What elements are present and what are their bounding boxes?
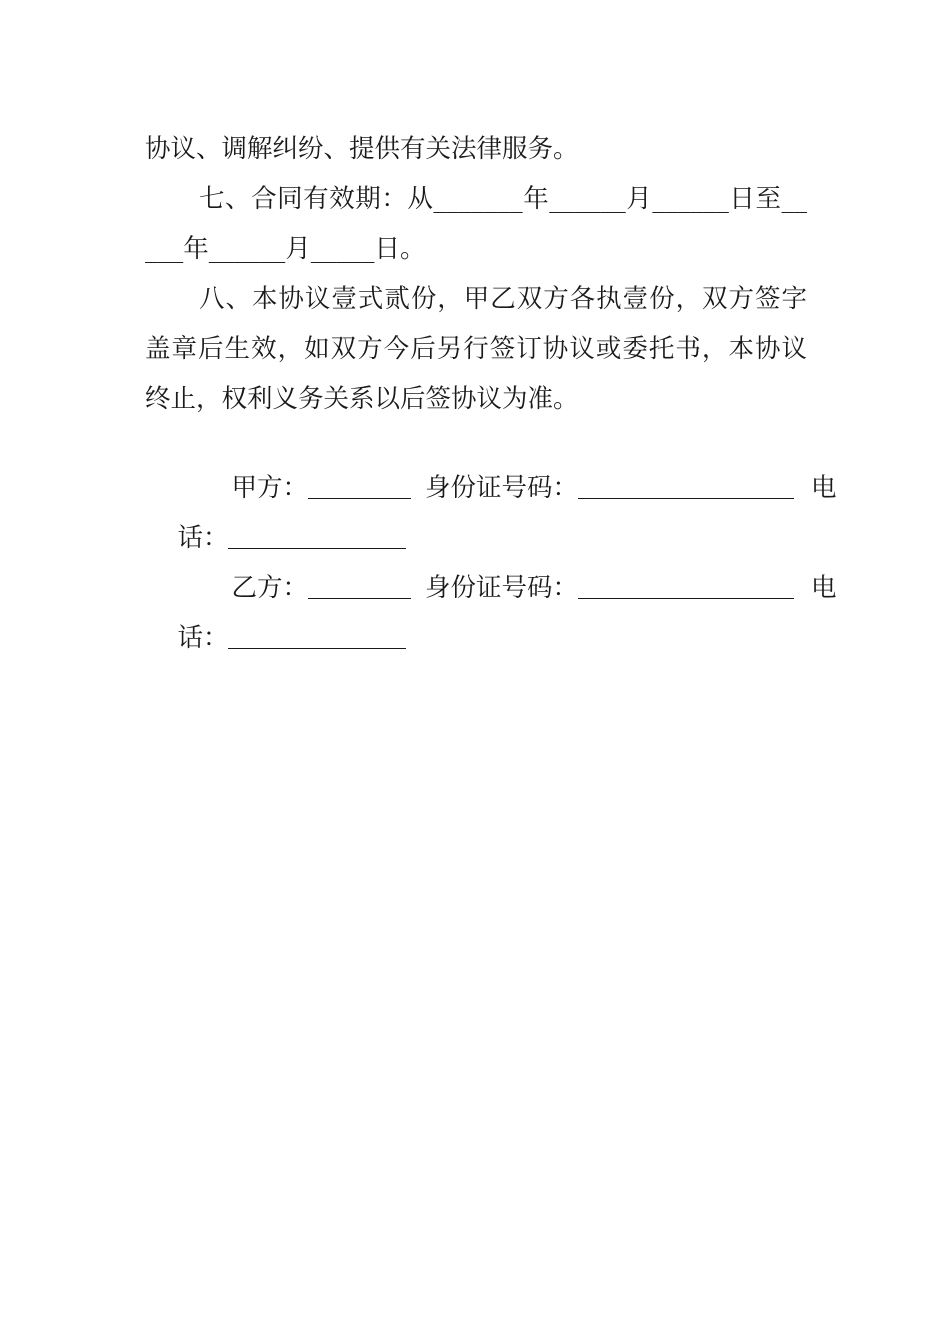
- party-a-id-label: 身份证号码：: [424, 473, 578, 503]
- party-a-label: 甲方：: [231, 473, 308, 503]
- party-a-line: [199, 428, 837, 503]
- text-line-1: 协议、调解纠纷、提供有关法律服务。: [145, 134, 579, 164]
- party-a-phone-label-start: 电: [810, 473, 837, 503]
- party-b-phone-label-start: 电: [810, 573, 837, 603]
- party-b-line: [199, 528, 837, 603]
- party-b-id-label: 身份证号码：: [424, 573, 578, 603]
- party-b-phone-label-end: 话：: [177, 623, 229, 653]
- party-b-phone-blank[interactable]: [228, 647, 406, 649]
- clause-7-line-2: ___年______月_____日。: [145, 234, 426, 264]
- party-a-phone-label-end: 话：: [177, 523, 229, 553]
- clause-7-line-1: 七、合同有效期：从_______年______月______日至__: [199, 184, 807, 214]
- clause-8-line-1: 八、本协议壹式贰份，甲乙双方各执壹份，双方签字: [199, 284, 807, 314]
- party-b-label: 乙方：: [231, 573, 308, 603]
- clause-8-line-3: 终止，权利义务关系以后签协议为准。: [145, 384, 579, 414]
- clause-8-line-2: 盖章后生效，如双方今后另行签订协议或委托书，本协议: [145, 334, 807, 364]
- party-a-phone-line: [145, 478, 807, 553]
- party-b-phone-line: [145, 578, 807, 653]
